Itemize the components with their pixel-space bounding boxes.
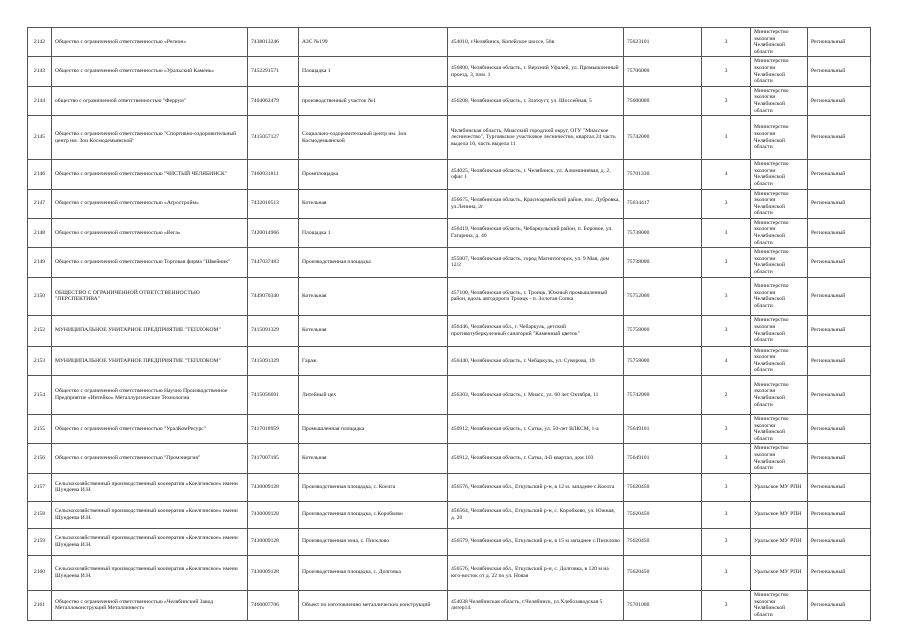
category-cell: 3: [702, 528, 751, 555]
object-name: Литейный цех: [299, 376, 448, 415]
organization-name: Общество с ограниченной ответственностью «Агростройм»: [52, 189, 248, 218]
oktmo-cell: 75649101: [624, 415, 702, 444]
address-cell: 456419, Челябинская область, Чебаркульский район, п. Боровое, ул. Гагарина, д. 40: [448, 218, 624, 247]
row-number: 2154: [28, 376, 52, 415]
level-cell: Региональный: [808, 160, 871, 189]
category-cell: 3: [702, 473, 751, 501]
oktmo-cell: 75758000: [624, 346, 702, 375]
authority-cell: Министерство экологии Челябинской области: [751, 116, 808, 160]
organization-name: общество с ограниченной ответственностью "Феррум": [52, 86, 248, 115]
table-row: [28, 189, 871, 218]
row-number: 2157: [28, 473, 52, 501]
category-cell: 3: [702, 555, 751, 590]
level-cell: Региональный: [808, 444, 871, 473]
category-cell: 3: [702, 315, 751, 346]
organization-name: Сельскохозяйственный производственный кооператив «Коелгинское» имени Шундеева И.Н.: [52, 473, 248, 501]
object-name: Промплощадка: [299, 160, 448, 189]
organization-name: Общество с ограниченной ответственностью "УралКомРесурс": [52, 415, 248, 444]
authority-cell: Министерство экологии Челябинской области: [751, 189, 808, 218]
category-cell: 2: [702, 376, 751, 415]
organization-name: Общество с ограниченной ответственностью "Спортивно-оздоровительный центр им. Зои Космодемьянской": [52, 116, 248, 160]
organization-name: Общество с ограниченной ответственностью «Челябинский Завод Металлоконструкций Металлинвест»: [52, 590, 248, 620]
authority-cell: Министерство экологии Челябинской области: [751, 160, 808, 189]
level-cell: Региональный: [808, 86, 871, 115]
authority-cell: Министерство экологии Челябинской области: [751, 415, 808, 444]
address-cell: 457100, Челябинская область, г. Троицк, Южный промышленный район, вдоль автодороги Троицк - п. Золотая Сопка: [448, 277, 624, 315]
object-name: Производственная зона, с. Писклово: [299, 528, 448, 555]
level-cell: Региональный: [808, 315, 871, 346]
authority-cell: Министерство экологии Челябинской области: [751, 315, 808, 346]
inn-cell: 7460031811: [248, 160, 299, 189]
table-row: [28, 248, 871, 277]
object-name: Социально-оздоровительный центр им. Зои Космодемьянской: [299, 116, 448, 160]
row-number: 2160: [28, 555, 52, 590]
registry-table: [27, 27, 871, 621]
level-cell: Региональный: [808, 528, 871, 555]
authority-cell: Министерство экологии Челябинской области: [751, 590, 808, 620]
organization-name: Общество с ограниченной ответственностью «Уральский Камень»: [52, 57, 248, 86]
inn-cell: 7447037483: [248, 248, 299, 277]
row-number: 2159: [28, 528, 52, 555]
category-cell: 3: [702, 189, 751, 218]
table-row: [28, 218, 871, 247]
authority-cell: Уральское МУ РПН: [751, 473, 808, 501]
address-cell: 456675, Челябинская область, Красноармейский район, пос. Дубровка, ул.Ленина, 2г: [448, 189, 624, 218]
oktmo-cell: 75706000: [624, 57, 702, 86]
object-name: Площадка 1: [299, 218, 448, 247]
oktmo-cell: 75758000: [624, 315, 702, 346]
oktmo-cell: 75649101: [624, 444, 702, 473]
level-cell: Региональный: [808, 501, 871, 528]
authority-cell: Министерство экологии Челябинской области: [751, 277, 808, 315]
organization-name: Сельскохозяйственный производственный кооператив «Коелгинское» имени Шундеева И.Н.: [52, 528, 248, 555]
object-name: производственный участок №1: [299, 86, 448, 115]
category-cell: 3: [702, 415, 751, 444]
category-cell: 3: [702, 86, 751, 115]
inn-cell: 7415091329: [248, 346, 299, 375]
organization-name: Общество с ограниченной ответственностью Торговая фирма "Швейник": [52, 248, 248, 277]
address-cell: 456576, Челябинская обл., Еткульский р-н, в 12 м. западнее с.Коелга: [448, 473, 624, 501]
address-cell: 454010, г.Челябинск, Копейское шоссе, 56в: [448, 28, 624, 57]
oktmo-cell: 75634417: [624, 189, 702, 218]
category-cell: 4: [702, 346, 751, 375]
category-cell: 3: [702, 277, 751, 315]
authority-cell: Уральское МУ РПН: [751, 528, 808, 555]
level-cell: Региональный: [808, 590, 871, 620]
table-row: [28, 376, 871, 415]
authority-cell: Уральское МУ РПН: [751, 501, 808, 528]
table-row: [28, 528, 871, 555]
address-cell: 456564, Челябинская обл., Еткульский р-н, с. Коробково, ул. Южная, д. 20: [448, 501, 624, 528]
oktmo-cell: 75738000: [624, 218, 702, 247]
table-row: [28, 86, 871, 115]
object-name: Котельная: [299, 315, 448, 346]
table-row: [28, 444, 871, 473]
address-cell: 455007, Челябинская область, город Магнитогорск, ул. 9 Мая, дом 12/2: [448, 248, 624, 277]
level-cell: Региональный: [808, 555, 871, 590]
inn-cell: 7417018959: [248, 415, 299, 444]
object-name: Производственная площадка, с. Долговка: [299, 555, 448, 590]
authority-cell: Министерство экологии Челябинской области: [751, 444, 808, 473]
object-name: Объект по изготовлению металлических конструкций: [299, 590, 448, 620]
oktmo-cell: 75752000: [624, 277, 702, 315]
table-row: [28, 116, 871, 160]
organization-name: МУНИЦИПАЛЬНОЕ УНИТАРНОЕ ПРЕДПРИЯТИЕ "ТЕПЛОКОМ": [52, 346, 248, 375]
level-cell: Региональный: [808, 189, 871, 218]
row-number: 2144: [28, 86, 52, 115]
organization-name: МУНИЦИПАЛЬНОЕ УНИТАРНОЕ ПРЕДПРИЯТИЕ "ТЕПЛОКОМ": [52, 315, 248, 346]
row-number: 2153: [28, 346, 52, 375]
oktmo-cell: 75620450: [624, 473, 702, 501]
oktmo-cell: 75620450: [624, 555, 702, 590]
organization-name: Сельскохозяйственный производственный кооператив «Коелгинское» имени Шундеева И.Н.: [52, 555, 248, 590]
oktmo-cell: 75620450: [624, 528, 702, 555]
address-cell: 456912, Челябинская область, г. Сатка, 4-й квартал, дом 103: [448, 444, 624, 473]
category-cell: 3: [702, 444, 751, 473]
object-name: Площадка 1: [299, 57, 448, 86]
inn-cell: 7449070340: [248, 277, 299, 315]
category-cell: 3: [702, 28, 751, 57]
row-number: 2156: [28, 444, 52, 473]
category-cell: 3: [702, 57, 751, 86]
table-row: [28, 415, 871, 444]
oktmo-cell: 75742000: [624, 116, 702, 160]
table-row: [28, 160, 871, 189]
object-name: Промышленная площадка: [299, 415, 448, 444]
address-cell: 456440, Челябинская область, г. Чебаркуль, ул. Суворова, 19: [448, 346, 624, 375]
table-row: [28, 28, 871, 57]
row-number: 2158: [28, 501, 52, 528]
inn-cell: 7415091329: [248, 315, 299, 346]
inn-cell: 7415056691: [248, 376, 299, 415]
level-cell: Региональный: [808, 376, 871, 415]
category-cell: 3: [702, 116, 751, 160]
inn-cell: 7417007185: [248, 444, 299, 473]
table-row: [28, 57, 871, 86]
address-cell: 456576, Челябинская обл., Еткульский р-н, с. Долговка, в 120 м на юго-восток от д. 22 по ул. Новая: [448, 555, 624, 590]
inn-cell: 7438013246: [248, 28, 299, 57]
organization-name: Общество с ограниченной ответственностью "Промэнергия": [52, 444, 248, 473]
object-name: Производственная площадка, с. Коелга: [299, 473, 448, 501]
oktmo-cell: 75742000: [624, 376, 702, 415]
table-row: [28, 555, 871, 590]
level-cell: Региональный: [808, 346, 871, 375]
table-row: [28, 590, 871, 620]
address-cell: 456579, Челябинская обл., Еткульский р-н, в 15 м западнее с.Писклово: [448, 528, 624, 555]
category-cell: 3: [702, 248, 751, 277]
address-cell: 456912, Челябинская область, г. Сатка, ул. 50-лет ВЛКСМ, 1-а: [448, 415, 624, 444]
authority-cell: Министерство экологии Челябинской области: [751, 376, 808, 415]
organization-name: Общество с ограниченной ответственностью "ЧИСТЫЙ ЧЕЛЯБИНСК": [52, 160, 248, 189]
object-name: Котельная: [299, 277, 448, 315]
row-number: 2145: [28, 116, 52, 160]
row-number: 2152: [28, 315, 52, 346]
oktmo-cell: 75701330: [624, 160, 702, 189]
level-cell: Региональный: [808, 57, 871, 86]
address-cell: 456303, Челябинская область, г. Миасс, ул. 60 лет Октября, 11: [448, 376, 624, 415]
row-number: 2146: [28, 160, 52, 189]
address-cell: 454038 Челябинская область, г.Челябинск, ул.Хлебозаводская 5 литер14.: [448, 590, 624, 620]
table-row: [28, 277, 871, 315]
object-name: АЗС №199: [299, 28, 448, 57]
level-cell: Региональный: [808, 218, 871, 247]
oktmo-cell: 75600000: [624, 86, 702, 115]
level-cell: Региональный: [808, 116, 871, 160]
inn-cell: 7452291571: [248, 57, 299, 86]
table-row: [28, 346, 871, 375]
object-name: Котельная: [299, 444, 448, 473]
authority-cell: Министерство экологии Челябинской области: [751, 248, 808, 277]
inn-cell: 7430009128: [248, 555, 299, 590]
row-number: 2142: [28, 28, 52, 57]
inn-cell: 7430009128: [248, 473, 299, 501]
inn-cell: 7404062479: [248, 86, 299, 115]
registry-sheet: [27, 27, 870, 621]
row-number: 2143: [28, 57, 52, 86]
object-name: Гараж: [299, 346, 448, 375]
organization-name: Сельскохозяйственный производственный кооператив «Коелгинское» имени Шундеева И.Н.: [52, 501, 248, 528]
authority-cell: Министерство экологии Челябинской области: [751, 57, 808, 86]
level-cell: Региональный: [808, 248, 871, 277]
oktmo-cell: 75620450: [624, 501, 702, 528]
organization-name: Общество с ограниченной ответственностью «Регион»: [52, 28, 248, 57]
organization-name: ОБЩЕСТВО С ОГРАНИЧЕННОЙ ОТВЕТСТВЕННОСТЬЮ "ПЕРСПЕКТИВА": [52, 277, 248, 315]
category-cell: 3: [702, 590, 751, 620]
level-cell: Региональный: [808, 473, 871, 501]
table-row: [28, 315, 871, 346]
inn-cell: 7420014966: [248, 218, 299, 247]
oktmo-cell: 75738000: [624, 248, 702, 277]
row-number: 2155: [28, 415, 52, 444]
table-row: [28, 501, 871, 528]
row-number: 2150: [28, 277, 52, 315]
row-number: 2148: [28, 218, 52, 247]
row-number: 2149: [28, 248, 52, 277]
address-cell: 456800, Челябинская область, г. Верхний Уфалей, ул. Промышленный проезд, 3, пом. 1: [448, 57, 624, 86]
address-cell: 456446, Челябинская обл., г. Чебаркуль, детский противотуберкулезный санаторий "Каменный цветок": [448, 315, 624, 346]
object-name: Котельная: [299, 189, 448, 218]
authority-cell: Министерство экологии Челябинской области: [751, 28, 808, 57]
address-cell: Челябинская область, Миасский городской округ, ОГУ "Миасское лесничество", Тургоякское участковое лесничество, квартал 24 часть выдела 10, часть выдела 11: [448, 116, 624, 160]
category-cell: 4: [702, 160, 751, 189]
registry-body: [28, 28, 871, 621]
level-cell: Региональный: [808, 277, 871, 315]
organization-name: Общество с ограниченной ответственностью «Вега»: [52, 218, 248, 247]
table-row: [28, 473, 871, 501]
oktmo-cell: 75623101: [624, 28, 702, 57]
authority-cell: Министерство экологии Челябинской области: [751, 86, 808, 115]
object-name: Производственная площадка, с.Коробково: [299, 501, 448, 528]
row-number: 2147: [28, 189, 52, 218]
inn-cell: 7460007706: [248, 590, 299, 620]
address-cell: 456208, Челябинская область, г. Златоуст, ул. Шоссейная, 5: [448, 86, 624, 115]
authority-cell: Министерство экологии Челябинской области: [751, 346, 808, 375]
inn-cell: 7430009128: [248, 501, 299, 528]
authority-cell: Уральское МУ РПН: [751, 555, 808, 590]
inn-cell: 7415057127: [248, 116, 299, 160]
authority-cell: Министерство экологии Челябинской области: [751, 218, 808, 247]
inn-cell: 7432010513: [248, 189, 299, 218]
level-cell: Региональный: [808, 415, 871, 444]
category-cell: 3: [702, 501, 751, 528]
oktmo-cell: 75701000: [624, 590, 702, 620]
address-cell: 454025, Челябинская область, г. Челябинск, ул. Алюминиевая, д. 2, офис 1: [448, 160, 624, 189]
organization-name: Общество с ограниченной ответственностью Научно Производственное Предприятие «Интейко» Металлургические Технологии: [52, 376, 248, 415]
row-number: 2161: [28, 590, 52, 620]
category-cell: 3: [702, 218, 751, 247]
inn-cell: 7430009128: [248, 528, 299, 555]
object-name: Производственная площадка: [299, 248, 448, 277]
level-cell: Региональный: [808, 28, 871, 57]
